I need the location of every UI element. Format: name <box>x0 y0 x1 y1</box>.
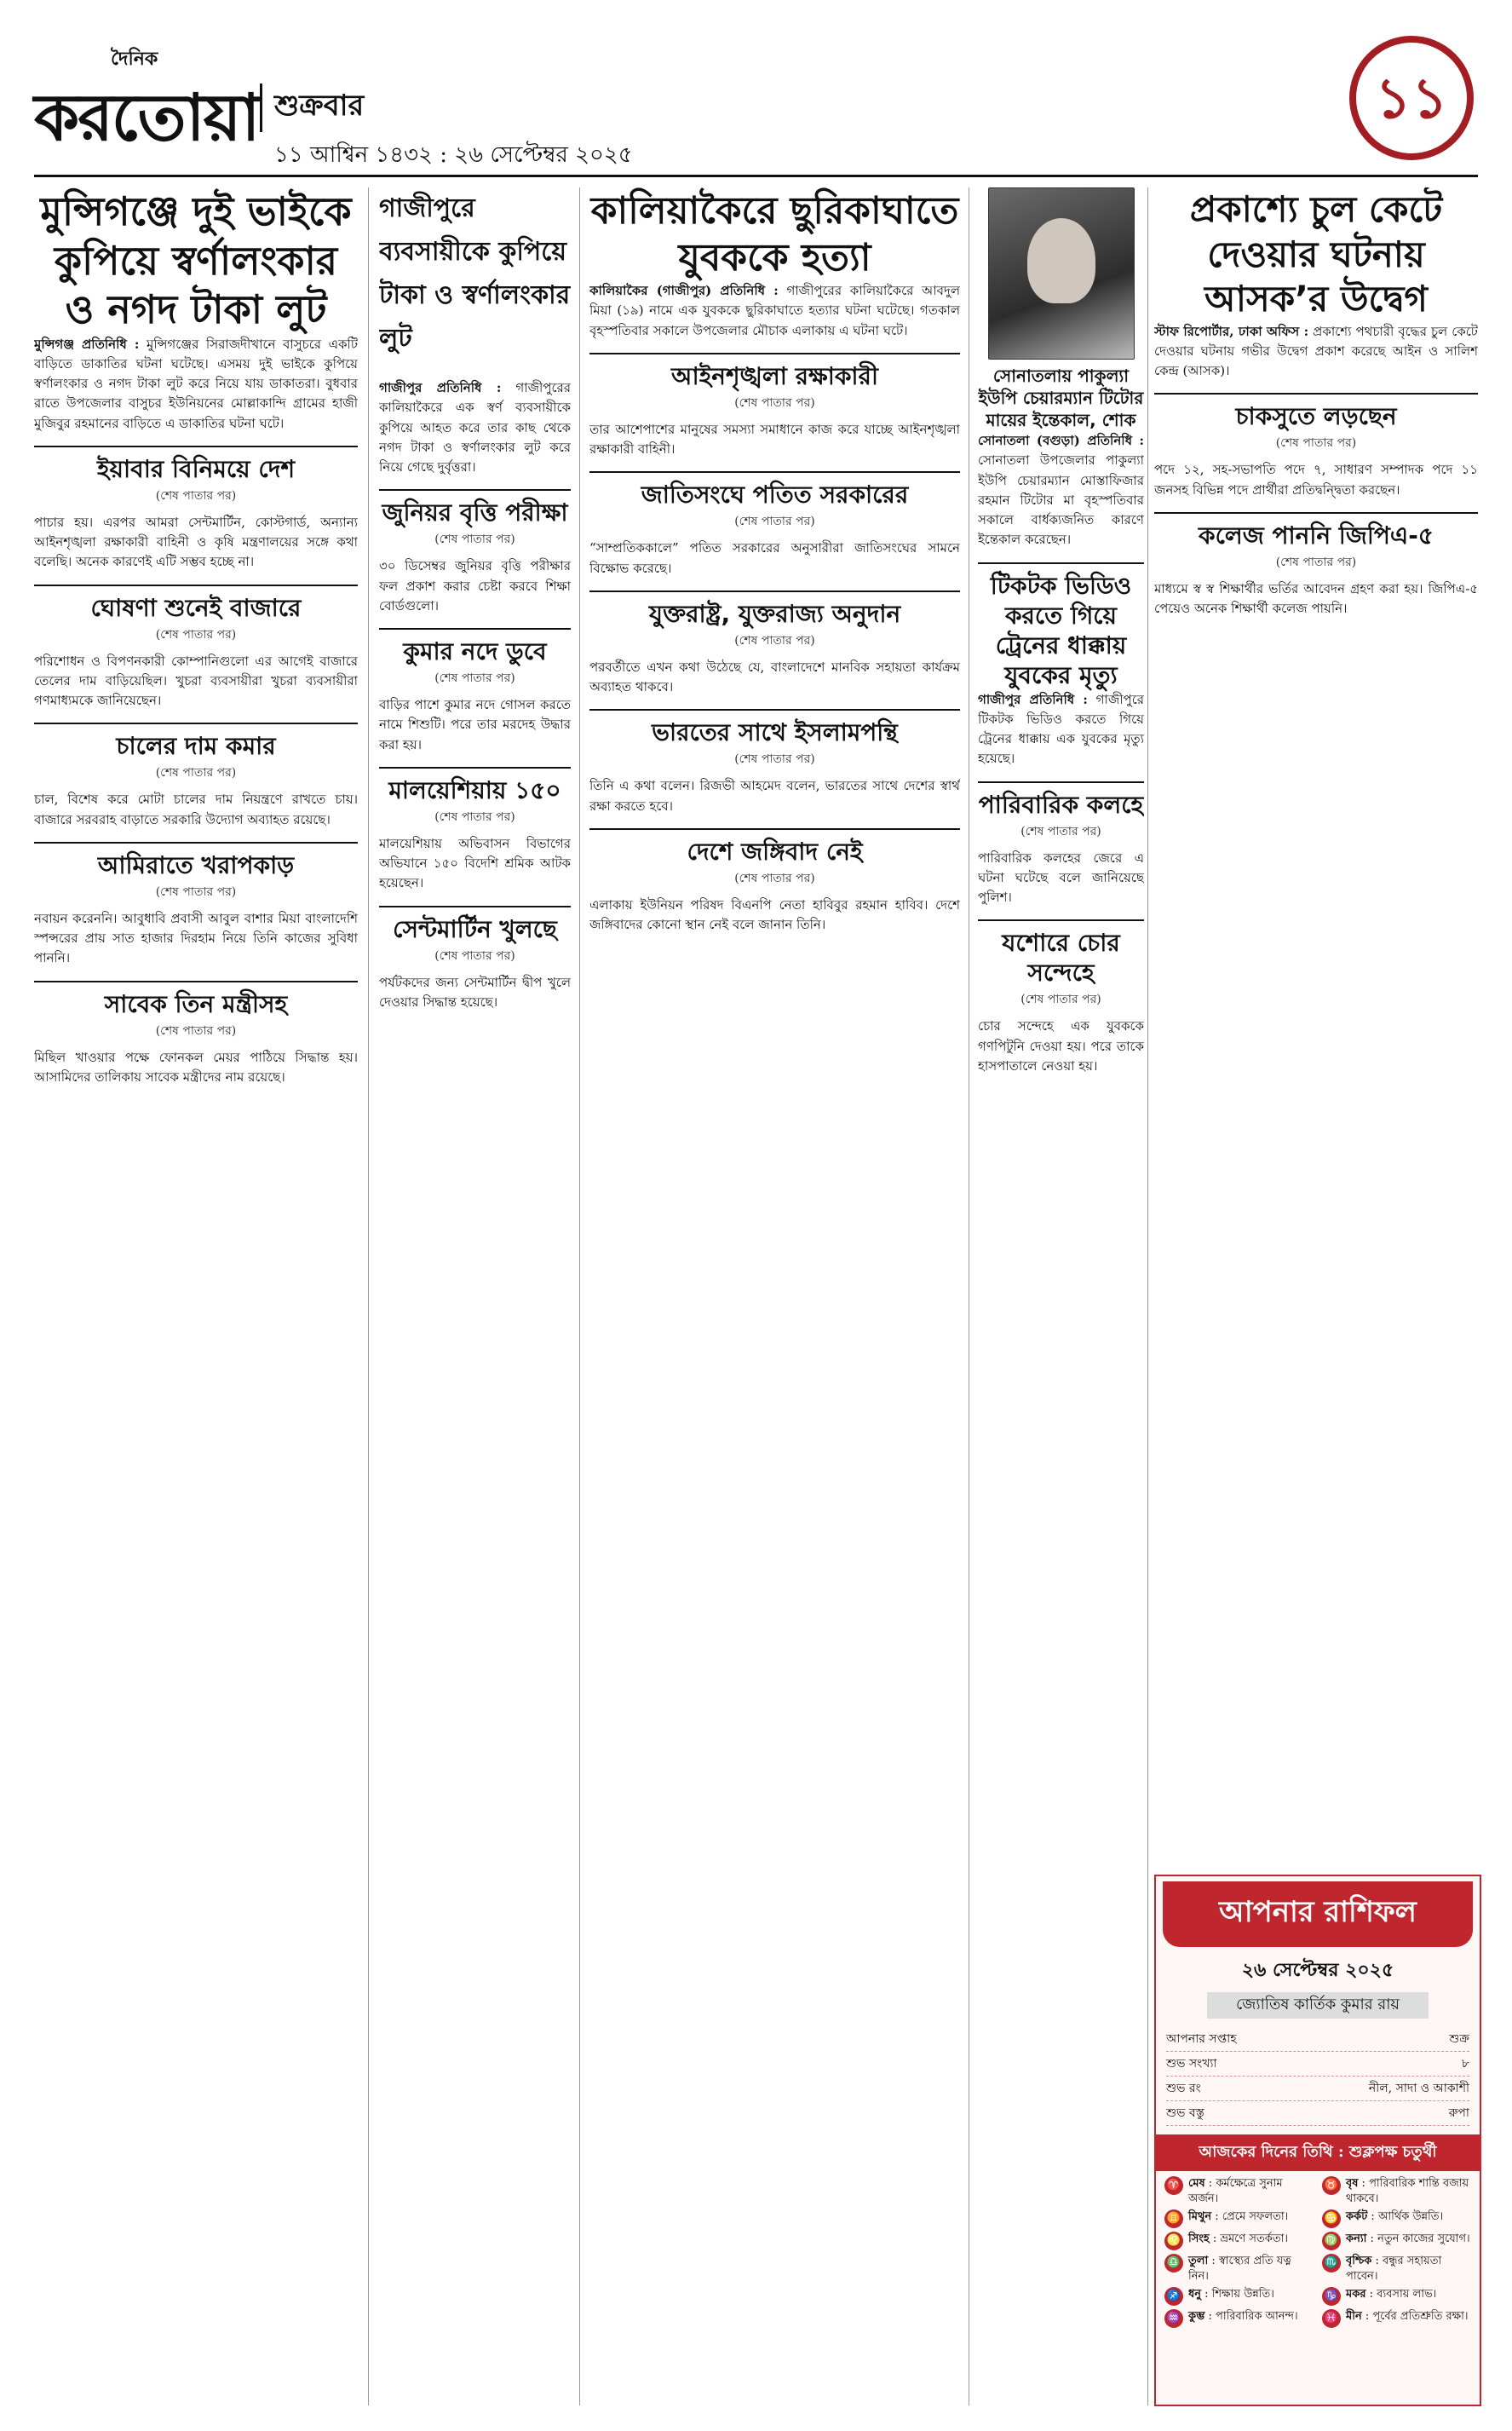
article-body: গাজীপুর প্রতিনিধি : গাজীপুরের কালিয়াকৈরে এক স্বর্ণ ব্যবসায়ীকে কুপিয়ে আহত করে তার কাছ থেকে নগদ টাকা ও স্বর্ণালংকার লুট করে নিয়ে গেছে দুর্বৃত্তরা। <box>379 380 571 475</box>
article-body: কালিয়াকৈর (গাজীপুর) প্রতিনিধি : গাজীপুরের কালিয়াকৈরে আবদুল মিয়া (১৯) নামে এক যুবককে ছুরিকাঘাতে হত্যার ঘটনা ঘটেছে। গতকাল বৃহস্পতিবার সকালে উপজেলার মৌচাক এলাকায় এ ঘটনা ঘটে। <box>589 283 960 338</box>
continuation-label: (শেষ পাতার পর) <box>434 809 515 824</box>
article-body: চোর সন্দেহে এক যুবককে গণপিটুনি দেওয়া হয়। পরে তাকে হাসপাতালে নেওয়া হয়। <box>978 1018 1144 1074</box>
page-number-badge: ১১ <box>1349 36 1474 160</box>
continuation-label: (শেষ পাতার পর) <box>155 766 237 781</box>
article-body: পর্যটকদের জন্য সেন্টমার্টিন দ্বীপ খুলে দেওয়ার সিদ্ধান্ত হয়েছে। <box>379 974 571 1010</box>
subhead: যুক্তরাষ্ট্র, যুক্তরাজ্য অনুদান <box>589 590 960 629</box>
article-body: “সাম্প্রতিককালে” পতিত সরকারের অনুসারীরা জাতিসংঘের সামনে বিক্ষোভ করেছে। <box>589 540 960 576</box>
virgo-icon: ♍ <box>1322 2232 1341 2250</box>
cancer-icon: ♋ <box>1322 2209 1341 2228</box>
continuation-label: (শেষ পাতার পর) <box>734 871 815 885</box>
zodiac-grid <box>1156 2176 1480 2328</box>
article-body: মিছিল খাওয়ার পক্ষে ফোনকল মেয়র পাঠিয়ে সিদ্ধান্ত হয়। আসামিদের তালিকায় সাবেক মন্ত্রীদের নাম রয়েছে। <box>34 1049 358 1085</box>
article-body: পদে ১২, সহ-সভাপতি পদে ৭, সাধারণ সম্পাদক পদে ১১ জনসহ বিভিন্ন পদে প্রার্থীরা প্রতিদ্বন্দ্বিতা করছেন। <box>1154 462 1478 498</box>
horoscope-row: শুভ সংখ্যা ৮ <box>1166 2052 1469 2077</box>
leo-icon: ♌ <box>1164 2232 1183 2250</box>
continuation-label: (শেষ পাতার পর) <box>734 515 815 529</box>
subhead: সেন্টমার্টিন খুলছে <box>379 906 571 944</box>
zodiac-item: ♎ তুলা : স্বাস্থ্যের প্রতি যত্ন নিন। <box>1164 2254 1314 2284</box>
aquarius-icon: ♒ <box>1164 2309 1183 2328</box>
article-body: তিনি এ কথা বলেন। রিজভী আহমেদ বলেন, ভারতের সাথে দেশের স্বার্থ রক্ষা করতে হবে। <box>589 778 960 814</box>
subhead: জুনিয়র বৃত্তি পরীক্ষা <box>379 489 571 527</box>
continuation-label: (শেষ পাতার পর) <box>1020 993 1101 1007</box>
column-3 <box>589 187 960 2405</box>
subhead: টিকটক ভিডিও করতে গিয়ে ট্রেনের ধাক্কায় যুবকের মৃত্যু <box>978 562 1144 690</box>
subhead: ভারতের সাথে ইসলামপন্থি <box>589 709 960 747</box>
headline-gazipur: গাজীপুরে ব্যবসায়ীকে কুপিয়ে টাকা ও স্বর্ণালংকার লুট <box>379 193 571 354</box>
horoscope-row: শুভ রং নীল, সাদা ও আকাশী <box>1166 2077 1469 2101</box>
continuation-label: (শেষ পাতার পর) <box>434 671 515 686</box>
subhead: চাকসুতে লড়ছেন <box>1154 393 1478 431</box>
article-body: স্টাফ রিপোর্টার, ঢাকা অফিস : প্রকাশ্যে পথচারী বৃদ্ধের চুল কেটে দেওয়ার ঘটনায় গভীর উদ্বেগ প্রকাশ করেছে আইন ও সালিশ কেন্দ্র (আসক)। <box>1154 323 1478 378</box>
article-body: পারিবারিক কলহের জেরে এ ঘটনা ঘটেছে বলে জানিয়েছে পুলিশ। <box>978 850 1144 905</box>
continuation-label: (শেষ পাতার পর) <box>155 627 237 642</box>
newspaper-logo <box>34 34 259 155</box>
article-body: পরিশোধন ও বিপণনকারী কোম্পানিগুলো এর আগেই বাজারে তেলের দাম বাড়িয়েছিল। খুচরা ব্যবসায়ীরা খুচরা ব্যবসায়ীরা গণমাধ্যমকে জানিয়েছেন। <box>34 653 358 708</box>
continuation-label: (শেষ পাতার পর) <box>1275 555 1357 569</box>
day-label: শুক্রবার <box>260 84 1026 132</box>
zodiac-item: ♉ বৃষ : পারিবারিক শান্তি বজায় থাকবে। <box>1322 2176 1471 2206</box>
scorpio-icon: ♏ <box>1322 2254 1341 2273</box>
masthead <box>34 34 1482 170</box>
horoscope-row: আপনার সপ্তাহ শুক্র <box>1166 2027 1469 2052</box>
aries-icon: ♈ <box>1164 2176 1183 2195</box>
continuation-label: (শেষ পাতার পর) <box>155 884 237 899</box>
column-divider <box>579 187 580 2405</box>
capricorn-icon: ♑ <box>1322 2287 1341 2306</box>
continuation-label: (শেষ পাতার পর) <box>434 948 515 963</box>
subhead: আমিরাতে খরাপকাড় <box>34 842 358 880</box>
article-body: মুন্সিগঞ্জ প্রতিনিধি : মুন্সিগঞ্জের সিরাজদীখানে বাসুচরে একটি বাড়িতে ডাকাতির ঘটনা ঘটেছে। এসময় দুই ভাইকে কুপিয়ে স্বর্ণালংকার ও নগদ টাকা লুট করে নিয়ে যায় ডাকাতরা। বুধবার রাতে উপজেলার বাসুচর ইউনিয়নের মোল্লাকান্দি গ্রামের হাজী মুজিবুর রহমানের বাড়িতে এ ডাকাতির ঘটনা ঘটে। <box>34 336 358 431</box>
pisces-icon: ♓ <box>1322 2309 1341 2328</box>
column-divider <box>1147 187 1148 2405</box>
obituary-photo <box>988 187 1135 360</box>
subhead: সাবেক তিন মন্ত্রীসহ <box>34 981 358 1019</box>
continuation-label: (শেষ পাতার পর) <box>1020 824 1101 838</box>
zodiac-item: ♌ সিংহ : ভ্রমণে সতর্কতা। <box>1164 2232 1314 2250</box>
zodiac-item: ♏ বৃশ্চিক : বন্ধুর সহায়তা পাবেন। <box>1322 2254 1471 2284</box>
horoscope-date: ২৬ সেপ্টেম্বর ২০২৫ <box>1241 1959 1394 1981</box>
dateline <box>260 84 1026 175</box>
zodiac-item: ♋ কর্কট : আর্থিক উন্নতি। <box>1322 2209 1471 2228</box>
horoscope-box <box>1154 1875 1481 2406</box>
brand-name: করতোয়া <box>34 79 259 155</box>
article-body: সোনাতলা (বগুড়া) প্রতিনিধি : সোনাতলা উপজেলার পাকুল্যা ইউপি চেয়ারম্যান মোস্তাফিজার রহমান টিটোর মা বৃহস্পতিবার সকালে বার্ধক্যজনিত কারণে ইন্তেকাল করেছেন। <box>978 433 1144 548</box>
subhead: ইয়াবার বিনিময়ে দেশ <box>34 446 358 484</box>
article-body: নবায়ন করেননি। আবুধাবি প্রবাসী আবুল বাশার মিয়া বাংলাদেশি স্পন্সরের প্রায় সাত হাজার দিরহাম নিয়ে তিনি কাজের সুবিধা পাননি। <box>34 910 358 966</box>
article-body: বাড়ির পাশে কুমার নদে গোসল করতে নামে শিশুটি। পরে তার মরদেহ উদ্ধার করা হয়। <box>379 697 571 752</box>
continuation-label: (শেষ পাতার পর) <box>734 395 815 410</box>
libra-icon: ♎ <box>1164 2254 1183 2273</box>
headline-ask: প্রকাশ্যে চুল কেটে দেওয়ার ঘটনায় আসক’র উদ্বেগ <box>1189 188 1443 320</box>
continuation-label: (শেষ পাতার পর) <box>434 533 515 547</box>
sagittarius-icon: ♐ <box>1164 2287 1183 2306</box>
subhead: কুমার নদে ডুবে <box>379 628 571 666</box>
zodiac-item: ♍ কন্যা : নতুন কাজের সুযোগ। <box>1322 2232 1471 2250</box>
zodiac-item: ♒ কুম্ভ : পারিবারিক আনন্দ। <box>1164 2309 1314 2328</box>
masthead-rule <box>34 175 1478 177</box>
zodiac-item: ♐ ধনু : শিক্ষায় উন্নতি। <box>1164 2287 1314 2306</box>
continuation-label: (শেষ পাতার পর) <box>734 752 815 767</box>
article-body: মালয়েশিয়ায় অভিবাসন বিভাগের অভিযানে ১৫০ বিদেশি শ্রমিক আটক হয়েছেন। <box>379 835 571 891</box>
column-2 <box>379 187 571 2405</box>
column-5 <box>1154 187 1478 1869</box>
date-label: ১১ আশ্বিন ১৪৩২ : ২৬ সেপ্টেম্বর ২০২৫ <box>274 142 633 168</box>
article-body: পরবর্তীতে এখন কথা উঠেছে যে, বাংলাদেশে মানবিক সহায়তা কার্যক্রম অব্যাহত থাকবে। <box>589 659 960 694</box>
headline-munshiganj: মুন্সিগঞ্জে দুই ভাইকে কুপিয়ে স্বর্ণালংকার ও নগদ টাকা লুট <box>40 188 352 332</box>
continuation-label: (শেষ পাতার পর) <box>155 488 237 503</box>
subhead: মালয়েশিয়ায় ১৫০ <box>379 767 571 805</box>
horoscope-table <box>1156 2024 1480 2129</box>
subhead: আইনশৃঙ্খলা রক্ষাকারী <box>589 353 960 391</box>
article-body: চাল, বিশেষ করে মোটা চালের দাম নিয়ন্ত্রণে রাখতে চায়। বাজারে সরবরাহ বাড়াতে সরকারি উদ্যোগ অব্যাহত রয়েছে। <box>34 792 358 827</box>
zodiac-item: ♓ মীন : পূর্বের প্রতিশ্রুতি রক্ষা। <box>1322 2309 1471 2328</box>
subhead: চালের দাম কমার <box>34 723 358 761</box>
gemini-icon: ♊ <box>1164 2209 1183 2228</box>
article-body: তার আশেপাশের মানুষের সমস্যা সমাধানে কাজ করে যাচ্ছে আইনশৃঙ্খলা রক্ষাকারী বাহিনী। <box>589 421 960 457</box>
subhead: জাতিসংঘে পতিত সরকারের <box>589 471 960 510</box>
zodiac-item: ♑ মকর : ব্যবসায় লাভ। <box>1322 2287 1471 2306</box>
article-body: গাজীপুর প্রতিনিধি : গাজীপুরে টিকটক ভিডিও করতে গিয়ে ট্রেনের ধাক্কায় এক যুবকের মৃত্যু হয়েছে। <box>978 691 1144 767</box>
continuation-label: (শেষ পাতার পর) <box>1275 436 1357 451</box>
zodiac-item: ♊ মিথুন : প্রেমে সফলতা। <box>1164 2209 1314 2228</box>
continuation-label: (শেষ পাতার পর) <box>734 633 815 648</box>
article-body: পাচার হয়। এরপর আমরা সেন্টমার্টিন, কোস্টগার্ড, অন্যান্য আইনশৃঙ্খলা রক্ষাকারী বাহিনী ও কৃষি মন্ত্রণালয়ের সঙ্গে কথা বলেছি। অনেক কারণেই এটি সম্ভব হচ্ছে না। <box>34 514 358 570</box>
brand-prefix: দৈনিক <box>111 48 158 70</box>
horoscope-banner: আপনার রাশিফল <box>1163 1881 1473 1947</box>
subhead: ঘোষণা শুনেই বাজারে <box>34 585 358 623</box>
column-divider <box>368 187 369 2405</box>
article-body: ৩০ ডিসেম্বর জুনিয়র বৃত্তি পরীক্ষার ফল প্রকাশ করার চেষ্টা করবে শিক্ষা বোর্ডগুলো। <box>379 558 571 614</box>
zodiac-item: ♈ মেষ : কর্মক্ষেত্রে সুনাম অর্জন। <box>1164 2176 1314 2206</box>
photo-caption: সোনাতলায় পাকুল্যা ইউপি চেয়ারম্যান টিটোর মায়ের ইন্তেকাল, শোক <box>978 366 1144 430</box>
continuation-label: (শেষ পাতার পর) <box>155 1023 237 1038</box>
taurus-icon: ♉ <box>1322 2176 1341 2195</box>
subhead: যশোরে চোর সন্দেহে <box>978 919 1144 988</box>
subhead: পারিবারিক কলহে <box>978 781 1144 820</box>
column-4 <box>978 187 1144 2405</box>
column-1 <box>34 187 358 2405</box>
article-body: এলাকায় ইউনিয়ন পরিষদ বিএনপি নেতা হাবিবুর রহমান হাবিব। দেশে জঙ্গিবাদের কোনো স্থান নেই বলে জানান তিনি। <box>589 896 960 932</box>
subhead: কলেজ পাননি জিপিএ-৫ <box>1154 512 1478 550</box>
article-body: মাধ্যমে স্ব স্ব শিক্ষার্থীর ভর্তির আবেদন গ্রহণ করা হয়। জিপিএ-৫ পেয়েও অনেক শিক্ষার্থী কলেজ পায়নি। <box>1154 580 1478 616</box>
headline-kaliakoir: কালিয়াকৈরে ছুরিকাঘাতে যুবককে হত্যা <box>590 189 959 279</box>
horoscope-row: শুভ বস্তু রুপা <box>1166 2101 1469 2126</box>
subhead: দেশে জঙ্গিবাদ নেই <box>589 828 960 867</box>
tithi-banner: আজকের দিনের তিথি : শুক্লপক্ষ চতুর্থী <box>1156 2134 1480 2171</box>
horoscope-author: জ্যোতিষ কার্তিক কুমার রায় <box>1207 1992 1429 2019</box>
